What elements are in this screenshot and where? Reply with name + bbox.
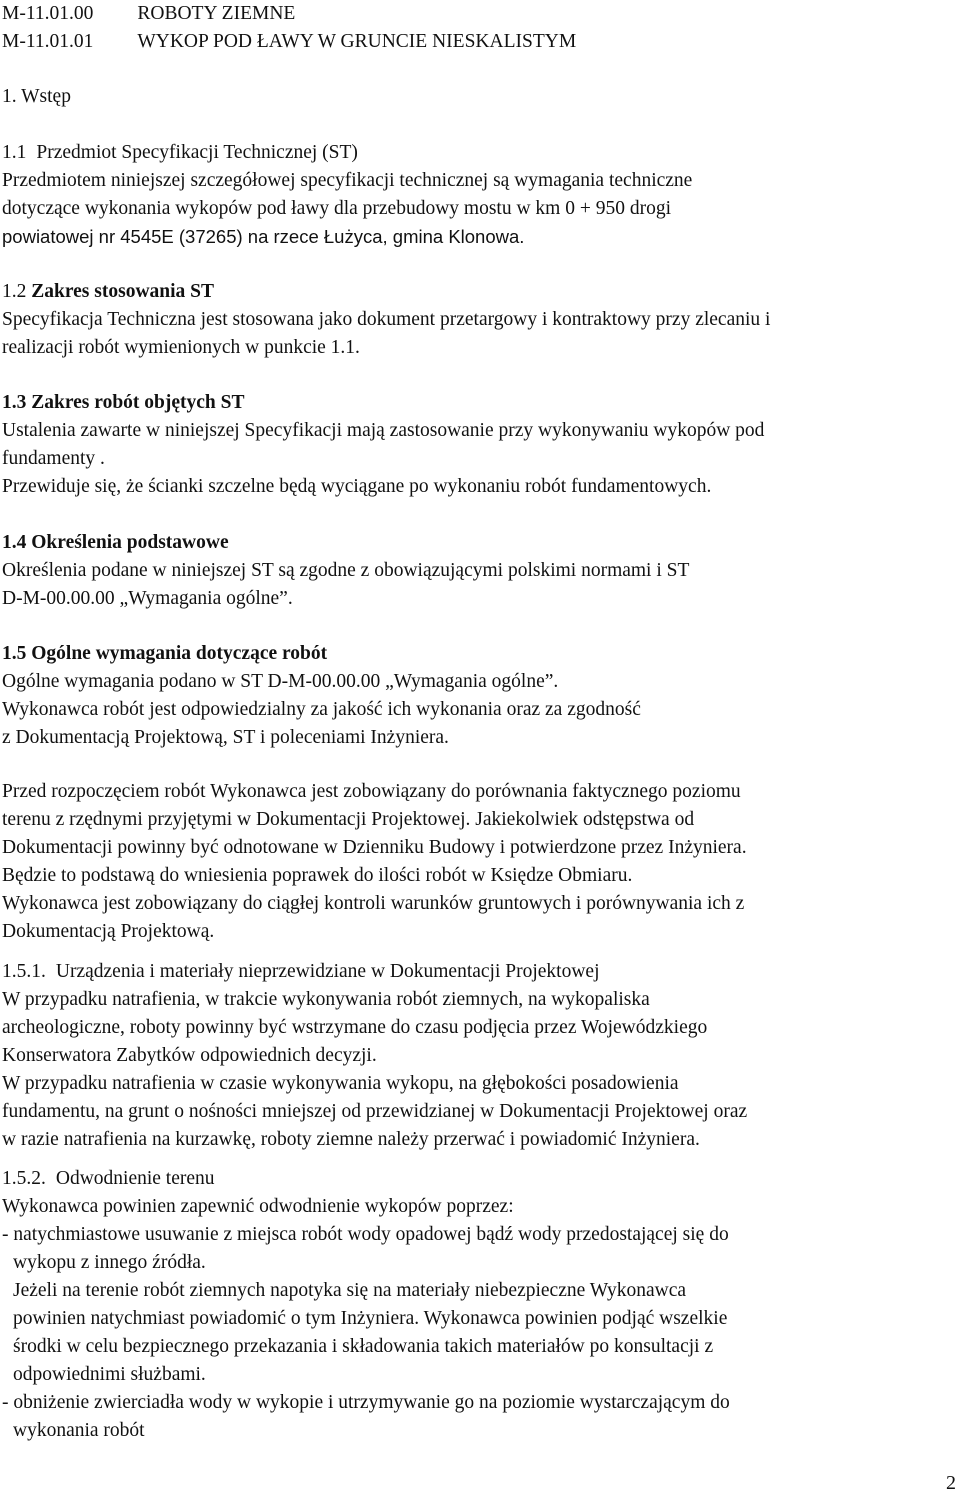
list-item: - natychmiastowe usuwanie z miejsca robót wody opadowej bądź wody przedostającej się do xyxy=(2,1224,729,1245)
paragraph-line: archeologiczne, roboty powinny być wstrzymane do czasu podjęcia przez Wojewódzkiego xyxy=(2,1017,708,1038)
spec-title: ROBOTY ZIEMNE xyxy=(137,3,296,24)
page-number: 2 xyxy=(946,1472,956,1494)
list-item-continuation: Jeżeli na terenie robót ziemnych napotyka się na materiały niebezpieczne Wykonawca xyxy=(13,1280,687,1301)
section-heading: 1.3 Zakres robót objętych ST xyxy=(2,392,245,413)
section-heading: 1.2 Zakres stosowania ST xyxy=(2,281,215,302)
list-item-continuation: środki w celu bezpiecznego przekazania i składowania takich materiałów po konsultacji z xyxy=(13,1336,714,1357)
section-heading: 1. Wstęp xyxy=(2,86,71,107)
paragraph-line: Przewiduje się, że ścianki szczelne będą wyciągane po wykonaniu robót fundamentowych. xyxy=(2,476,712,497)
paragraph-line: Dokumentacją Projektową. xyxy=(2,921,215,942)
list-item-continuation: odpowiednimi służbami. xyxy=(13,1364,206,1385)
paragraph-line: W przypadku natrafienia w czasie wykonywania wykopu, na głębokości posadowienia xyxy=(2,1073,679,1094)
paragraph-line: Przedmiotem niniejszej szczegółowej specyfikacji technicznej są wymagania techniczne xyxy=(2,170,693,191)
spec-header-line-2 xyxy=(2,28,576,56)
paragraph-line: Dokumentacji powinny być odnotowane w Dzienniku Budowy i potwierdzone przez Inżyniera. xyxy=(2,837,747,858)
paragraph-line: Ogólne wymagania podano w ST D-M-00.00.00 „Wymagania ogólne”. xyxy=(2,671,559,692)
section-heading: 1.5 Ogólne wymagania dotyczące robót xyxy=(2,643,328,664)
list-item-continuation: wykopu z innego źródła. xyxy=(13,1252,206,1273)
spec-code: M-11.01.01 xyxy=(2,31,94,52)
paragraph-line: W przypadku natrafienia, w trakcie wykonywania robót ziemnych, na wykopaliska xyxy=(2,989,650,1010)
paragraph-line: Specyfikacja Techniczna jest stosowana jako dokument przetargowy i kontraktowy przy zlecaniu i xyxy=(2,309,771,330)
paragraph-line: powiatowej nr 4545E (37265) na rzece Łużyca, gmina Klonowa. xyxy=(2,226,525,247)
spec-header-line-1 xyxy=(2,0,295,28)
subsection-heading: 1.5.1. Urządzenia i materiały nieprzewidziane w Dokumentacji Projektowej xyxy=(2,961,600,982)
paragraph-line: Przed rozpoczęciem robót Wykonawca jest zobowiązany do porównania faktycznego poziomu xyxy=(2,781,741,802)
paragraph-line: Konserwatora Zabytków odpowiednich decyzji. xyxy=(2,1045,377,1066)
paragraph-line: fundamenty . xyxy=(2,448,105,469)
spec-code: M-11.01.00 xyxy=(2,3,94,24)
paragraph-line: D-M-00.00.00 „Wymagania ogólne”. xyxy=(2,588,293,609)
paragraph-line: Ustalenia zawarte w niniejszej Specyfikacji mają zastosowanie przy wykonywaniu wykopów pod xyxy=(2,420,765,441)
paragraph-line: Wykonawca powinien zapewnić odwodnienie wykopów poprzez: xyxy=(2,1196,514,1217)
paragraph-line: w razie natrafienia na kurzawkę, roboty ziemne należy przerwać i powiadomić Inżyniera. xyxy=(2,1129,700,1150)
subsection-heading: 1.5.2. Odwodnienie terenu xyxy=(2,1168,215,1189)
section-heading: 1.4 Określenia podstawowe xyxy=(2,532,229,553)
paragraph-line: Będzie to podstawą do wniesienia poprawek do ilości robót w Księdze Obmiaru. xyxy=(2,865,633,886)
paragraph-line: dotyczące wykonania wykopów pod ławy dla przebudowy mostu w km 0 + 950 drogi xyxy=(2,198,671,219)
paragraph-line: Określenia podane w niniejszej ST są zgodne z obowiązującymi polskimi normami i ST xyxy=(2,560,690,581)
list-item-continuation: wykonania robót xyxy=(13,1420,145,1441)
paragraph-line: realizacji robót wymienionych w punkcie 1.1. xyxy=(2,337,360,358)
paragraph-line: Wykonawca robót jest odpowiedzialny za jakość ich wykonania oraz za zgodność xyxy=(2,699,641,720)
section-heading: 1.1 Przedmiot Specyfikacji Technicznej (ST) xyxy=(2,142,358,163)
paragraph-line: z Dokumentacją Projektową, ST i poleceniami Inżyniera. xyxy=(2,727,449,748)
list-item: - obniżenie zwierciadła wody w wykopie i utrzymywanie go na poziomie wystarczającym do xyxy=(2,1392,730,1413)
paragraph-line: terenu z rzędnymi przyjętymi w Dokumentacji Projektowej. Jakiekolwiek odstępstwa od xyxy=(2,809,695,830)
list-item-continuation: powinien natychmiast powiadomić o tym Inżyniera. Wykonawca powinien podjąć wszelkie xyxy=(13,1308,728,1329)
paragraph-line: fundamentu, na grunt o nośności mniejszej od przewidzianej w Dokumentacji Projektowej oraz xyxy=(2,1101,748,1122)
spec-title: WYKOP POD ŁAWY W GRUNCIE NIESKALISTYM xyxy=(137,31,577,52)
paragraph-line: Wykonawca jest zobowiązany do ciągłej kontroli warunków gruntowych i porównywania ich z xyxy=(2,893,745,914)
